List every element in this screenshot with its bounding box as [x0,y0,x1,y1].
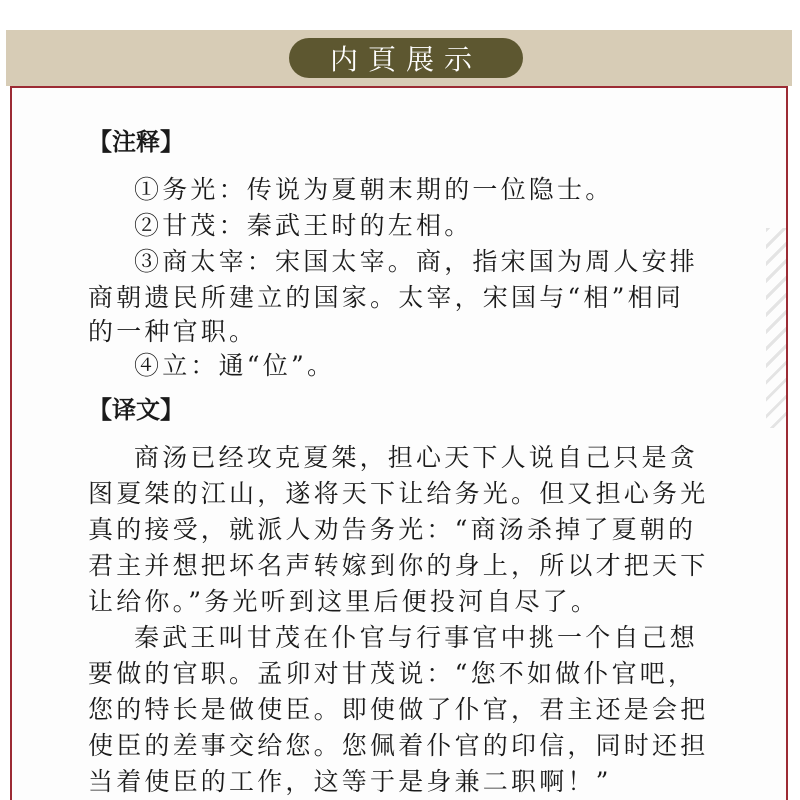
notes-heading: 【注释】 [88,127,184,156]
translation-heading: 【译文】 [88,395,184,424]
translation-line-7: 要做的官职。孟卯对甘茂说：“您不如做仆官吧， [88,659,697,688]
banner-title: 内頁展示 [289,38,523,78]
note-line-4: 商朝遗民所建立的国家。太宰，宋国与“相”相同 [88,283,684,312]
book-page [10,86,788,800]
translation-line-3: 真的接受，就派人劝告务光：“商汤杀掉了夏朝的 [88,515,697,544]
note-line-1: ①务光：传说为夏朝末期的一位隐士。 [134,175,614,204]
note-line-5: 的一种官职。 [88,317,258,346]
note-line-2: ②甘茂：秦武王时的左相。 [134,211,473,240]
banner [6,30,792,86]
translation-line-9: 使臣的差事交给您。您佩着仆官的印信，同时还担 [88,731,709,760]
page-edge-decoration [766,228,786,428]
translation-line-5: 让给你。”务光听到这里后便投河自尽了。 [88,587,600,616]
note-line-3: ③商太宰：宋国太宰。商，指宋国为周人安排 [134,247,699,276]
translation-line-8: 您的特长是做使臣。即使做了仆官，君主还是会把 [88,695,709,724]
translation-line-1: 商汤已经攻克夏桀，担心天下人说自己只是贪 [134,443,699,472]
translation-line-10: 当着使臣的工作，这等于是身兼二职啊！” [88,767,612,796]
note-line-6: ④立：通“位”。 [134,351,336,380]
translation-line-4: 君主并想把坏名声转嫁到你的身上，所以才把天下 [88,551,709,580]
translation-line-2: 图夏桀的江山，遂将天下让给务光。但又担心务光 [88,479,709,508]
translation-line-6: 秦武王叫甘茂在仆官与行事官中挑一个自己想 [134,623,699,652]
